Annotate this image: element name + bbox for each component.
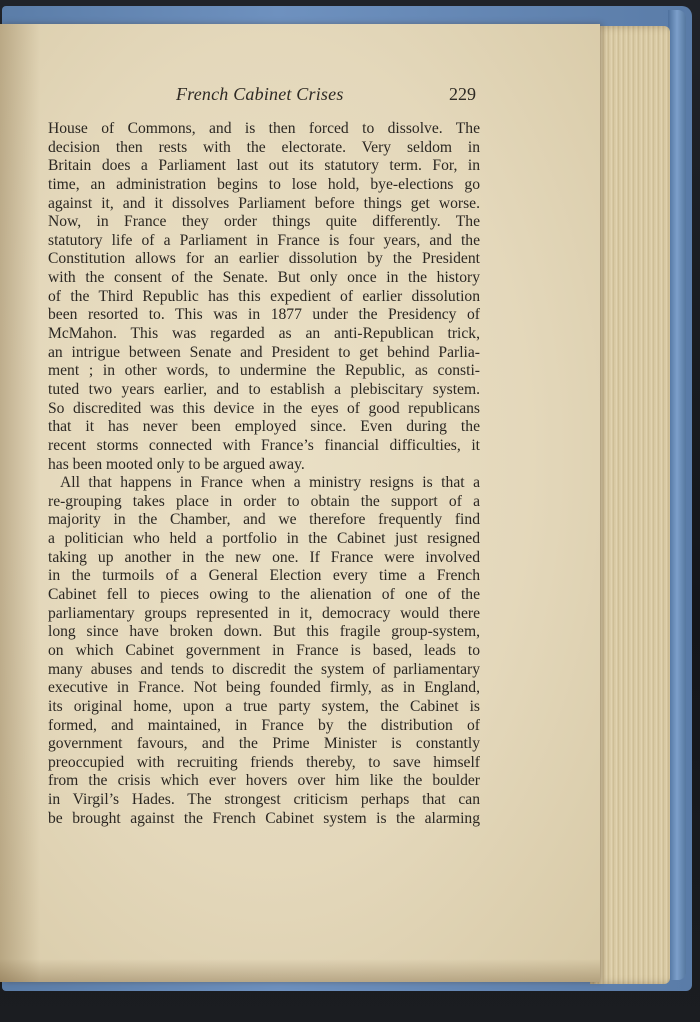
text-line: Cabinet fell to pieces owing to the alienation of one of the [48, 586, 480, 604]
text-line: formed, and maintained, in France by the distribution of [48, 716, 480, 734]
running-title: French Cabinet Crises [176, 84, 344, 104]
text-line: ment ; in other words, to undermine the Republic, as consti- [48, 362, 480, 380]
text-line: decision then rests with the electorate. Very seldom in [48, 138, 480, 156]
text-line: taking up another in the new one. If France were involved [48, 548, 480, 566]
text-line: many abuses and tends to discredit the system of parliamentary [48, 660, 480, 678]
text-line: a politician who held a portfolio in the Cabinet just resigned [48, 530, 480, 548]
text-line: long since have broken down. But this fragile group-system, [48, 623, 480, 641]
text-line: that it has never been employed since. Even during the [48, 418, 480, 436]
gutter-shadow [0, 24, 40, 982]
text-line: Britain does a Parliament last out its statutory term. For, in [48, 157, 480, 175]
page-edges [590, 26, 670, 984]
text-line: statutory life of a Parliament in France is four years, and the [48, 231, 480, 249]
text-line: of the Third Republic has this expedient of earlier dissolution [48, 287, 480, 305]
text-line: All that happens in France when a ministry resigns is that a [60, 474, 480, 492]
text-line: from the crisis which ever hovers over him like the boulder [48, 772, 480, 790]
text-line: So discredited was this device in the eyes of good republicans [48, 399, 480, 417]
text-line: with the consent of the Senate. But only once in the history [48, 269, 480, 287]
text-line: tuted two years earlier, and to establish a plebiscitary system. [48, 380, 480, 398]
text-line: Now, in France they order things quite differently. The [48, 213, 480, 231]
text-line: executive in France. Not being founded firmly, as in England, [48, 679, 480, 697]
text-line: government favours, and the Prime Minister is constantly [48, 735, 480, 753]
text-line: has been mooted only to be argued away. [48, 455, 305, 473]
book-page [0, 24, 600, 982]
text-line: recent storms connected with France’s financial difficulties, it [48, 436, 480, 454]
text-line: McMahon. This was regarded as an anti-Republican trick, [48, 325, 480, 343]
text-line: in the turmoils of a General Election every time a French [48, 567, 480, 585]
text-line: in Virgil’s Hades. The strongest criticism perhaps that can [48, 791, 480, 809]
text-line: time, an administration begins to lose hold, bye-elections go [48, 175, 480, 193]
text-line: Constitution allows for an earlier dissolution by the President [48, 250, 480, 268]
text-line: House of Commons, and is then forced to dissolve. The [48, 120, 480, 137]
text-line: against it, and it dissolves Parliament before things get worse. [48, 194, 480, 212]
body-text [48, 120, 480, 828]
text-line: an intrigue between Senate and President to get behind Parlia- [48, 343, 480, 361]
running-header [46, 84, 476, 110]
text-line: be brought against the French Cabinet system is the alarming [48, 809, 480, 827]
page-bottom-wear [0, 959, 600, 982]
text-line: on which Cabinet government in France is based, leads to [48, 641, 480, 659]
text-line: parliamentary groups represented in it, democracy would there [48, 604, 480, 622]
page-number: 229 [449, 84, 476, 104]
text-line: re-grouping takes place in order to obtain the support of a [48, 492, 480, 510]
cover-edge [668, 10, 686, 980]
text-line: preoccupied with recruiting friends thereby, to save himself [48, 753, 480, 771]
text-line: been resorted to. This was in 1877 under the Presidency of [48, 306, 480, 324]
text-line: its original home, upon a true party system, the Cabinet is [48, 697, 480, 715]
text-line: majority in the Chamber, and we therefore frequently find [48, 511, 480, 529]
